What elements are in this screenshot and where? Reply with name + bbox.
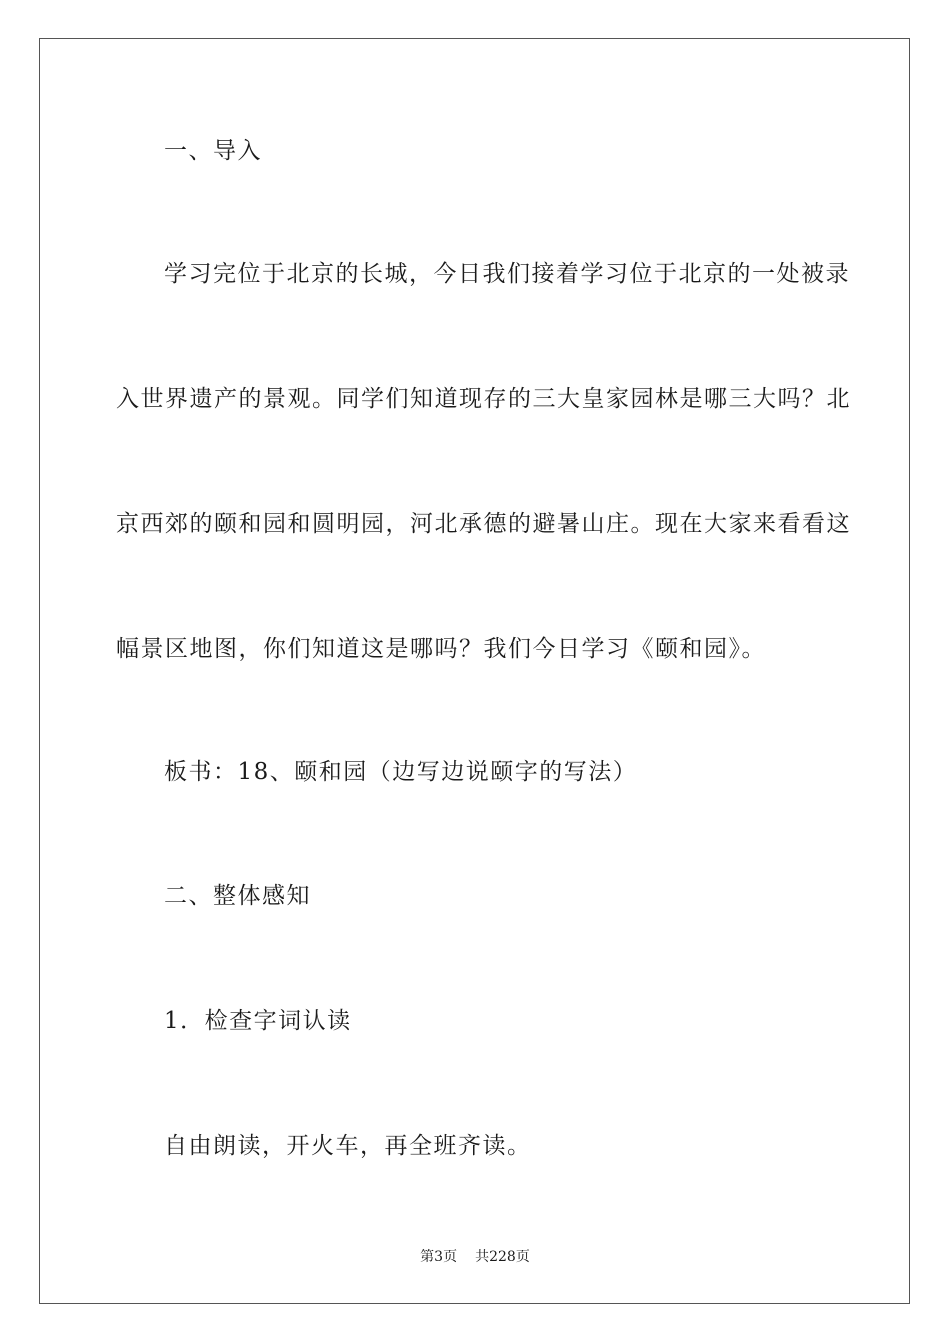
page-footer: [0, 1247, 950, 1267]
paragraph-line: 京西郊的颐和园和圆明园，河北承德的避暑山庄。现在大家来看看这: [116, 511, 851, 537]
subsection-heading: 1．检查字词认读: [164, 1008, 352, 1034]
page-number: 第3页: [420, 1249, 458, 1265]
section-heading-overview: 二、整体感知: [164, 883, 311, 909]
paragraph-line: 学习完位于北京的长城，今日我们接着学习位于北京的一处被录: [164, 261, 850, 287]
total-pages: 共228页: [475, 1249, 530, 1265]
paragraph-line: 自由朗读，开火车，再全班齐读。: [164, 1133, 532, 1159]
blackboard-note: 板书：18、颐和园（边写边说颐字的写法）: [164, 759, 638, 785]
section-heading-intro: 一、导入: [164, 138, 262, 164]
paragraph-line: 入世界遗产的景观。同学们知道现存的三大皇家园林是哪三大吗？北: [116, 386, 851, 412]
paragraph-line: 幅景区地图，你们知道这是哪吗？我们今日学习《颐和园》。: [116, 636, 766, 662]
page-border: [39, 38, 910, 1304]
